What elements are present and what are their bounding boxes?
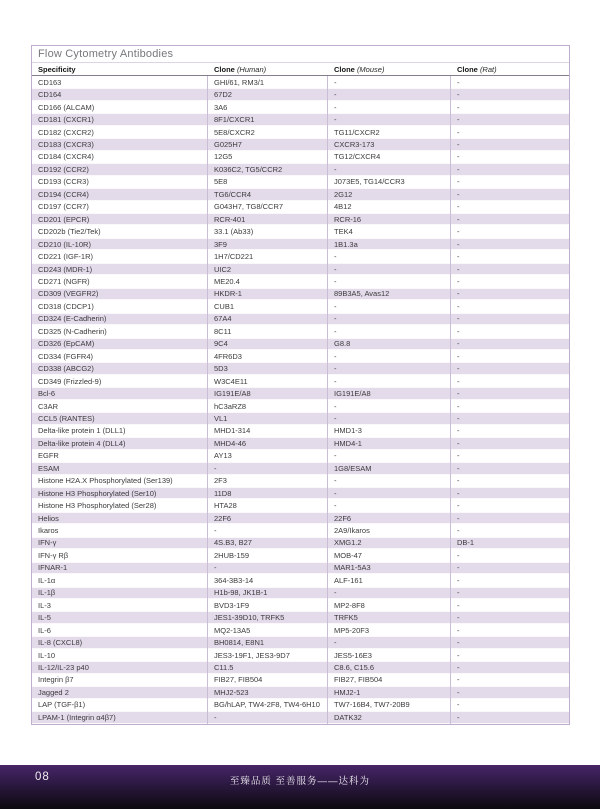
clone-rat-cell: - <box>457 376 460 386</box>
table-row <box>32 387 569 399</box>
spec-cell: IL-5 <box>32 611 208 623</box>
clone-rat-cell: - <box>457 588 460 598</box>
clone-mouse-cell: MP2-8F8 <box>328 599 451 611</box>
spec-cell: CD324 (E-Cadherin) <box>32 313 208 325</box>
spec-cell: Histone H3 Phosphorylated (Ser28) <box>32 499 208 511</box>
table-row <box>32 587 569 599</box>
clone-rat-cell: - <box>457 575 460 585</box>
clone-human-cell: RCR-401 <box>208 213 328 225</box>
clone-human-cell: 3F9 <box>208 238 328 250</box>
spec-cell: CD221 (IGF-1R) <box>32 250 208 262</box>
clone-mouse-cell: - <box>328 113 451 125</box>
clone-rat-cell: - <box>457 389 460 399</box>
spec-cell: CD192 (CCR2) <box>32 163 208 175</box>
clone-rat-cell: - <box>457 413 460 423</box>
clone-rat-cell: - <box>457 152 460 162</box>
spec-cell: Delta-like protein 1 (DLL1) <box>32 425 208 437</box>
clone-human-cell: HKDR-1 <box>208 288 328 300</box>
clone-rat-cell: DB-1 <box>457 538 475 548</box>
spec-cell: EGFR <box>32 450 208 462</box>
clone-human-cell: GHI/61, RM3/1 <box>208 76 328 88</box>
clone-rat-cell: - <box>457 90 460 100</box>
clone-human-cell: BH0814, E8N1 <box>208 636 328 648</box>
spec-cell: Histone H3 Phosphorylated (Ser10) <box>32 487 208 499</box>
clone-mouse-cell: - <box>328 275 451 287</box>
clone-human-cell: 2F3 <box>208 475 328 487</box>
clone-mouse-cell: - <box>328 375 451 387</box>
clone-mouse-cell: - <box>328 587 451 599</box>
clone-mouse-cell: TW7-16B4, TW7-20B9 <box>328 699 451 711</box>
clone-rat-cell: - <box>457 700 460 710</box>
spec-cell: CD184 (CXCR4) <box>32 151 208 163</box>
clone-mouse-cell: HMD1-3 <box>328 425 451 437</box>
clone-rat-cell: - <box>457 675 460 685</box>
spec-cell: IFN-γ <box>32 537 208 549</box>
table-row <box>32 151 569 163</box>
table-row <box>32 263 569 275</box>
clone-mouse-cell: - <box>328 499 451 511</box>
clone-human-cell: 4S.B3, B27 <box>208 537 328 549</box>
clone-rat-cell: - <box>457 276 460 286</box>
spec-cell: CD318 (CDCP1) <box>32 300 208 312</box>
clone-human-cell: HTA28 <box>208 499 328 511</box>
spec-cell: CD181 (CXCR1) <box>32 113 208 125</box>
clone-human-cell: - <box>208 462 328 474</box>
clone-human-cell: 33.1 (Ab33) <box>208 225 328 237</box>
table-row <box>32 524 569 536</box>
clone-mouse-cell: XMG1.2 <box>328 537 451 549</box>
clone-rat-cell: - <box>457 177 460 187</box>
clone-mouse-cell: - <box>328 362 451 374</box>
clone-human-cell: 67D2 <box>208 88 328 100</box>
table-header-row <box>32 63 569 76</box>
table-row <box>32 711 569 723</box>
clone-human-cell: 67A4 <box>208 313 328 325</box>
clone-human-cell: BVD3-1F9 <box>208 599 328 611</box>
table-row <box>32 574 569 586</box>
table-row <box>32 624 569 636</box>
clone-human-cell: MQ2-13A5 <box>208 624 328 636</box>
clone-human-cell: - <box>208 524 328 536</box>
table-title: Flow Cytometry Antibodies <box>32 46 569 63</box>
clone-mouse-cell: - <box>328 636 451 648</box>
clone-mouse-cell: - <box>328 487 451 499</box>
spec-cell: CD325 (N-Cadherin) <box>32 325 208 337</box>
clone-mouse-cell: - <box>328 350 451 362</box>
table-row <box>32 699 569 711</box>
clone-human-cell: 8F1/CXCR1 <box>208 113 328 125</box>
clone-human-cell: 8C11 <box>208 325 328 337</box>
spec-cell: IL-1α <box>32 574 208 586</box>
column-header-clone-human: Clone (Human) <box>214 64 267 74</box>
clone-rat-cell: - <box>457 339 460 349</box>
clone-mouse-cell: - <box>328 400 451 412</box>
table-row <box>32 138 569 150</box>
spec-cell: IL-6 <box>32 624 208 636</box>
clone-human-cell: UIC2 <box>208 263 328 275</box>
clone-rat-cell: - <box>457 189 460 199</box>
clone-rat-cell: - <box>457 202 460 212</box>
clone-rat-cell: - <box>457 526 460 536</box>
spec-cell: CCL5 (RANTES) <box>32 412 208 424</box>
table-row <box>32 362 569 374</box>
clone-mouse-cell: - <box>328 300 451 312</box>
clone-rat-cell: - <box>457 438 460 448</box>
clone-mouse-cell: - <box>328 325 451 337</box>
clone-rat-cell: - <box>457 476 460 486</box>
page-footer <box>0 765 600 809</box>
column-header-specificity: Specificity <box>38 64 76 74</box>
clone-human-cell: C11.5 <box>208 661 328 673</box>
clone-mouse-cell: JES5-16E3 <box>328 649 451 661</box>
clone-mouse-cell: - <box>328 88 451 100</box>
table-row <box>32 425 569 437</box>
clone-rat-cell: - <box>457 401 460 411</box>
clone-rat-cell: - <box>457 687 460 697</box>
clone-mouse-cell: 1B1.3a <box>328 238 451 250</box>
clone-rat-cell: - <box>457 301 460 311</box>
clone-mouse-cell: - <box>328 475 451 487</box>
clone-rat-cell: - <box>457 501 460 511</box>
spec-cell: Bcl-6 <box>32 387 208 399</box>
clone-rat-cell: - <box>457 252 460 262</box>
table-row <box>32 238 569 250</box>
table-row <box>32 599 569 611</box>
clone-mouse-cell: - <box>328 250 451 262</box>
clone-mouse-cell: TG12/CXCR4 <box>328 151 451 163</box>
clone-mouse-cell: MOB-47 <box>328 549 451 561</box>
clone-human-cell: VL1 <box>208 412 328 424</box>
spec-cell: Delta-like protein 4 (DLL4) <box>32 437 208 449</box>
clone-rat-cell: - <box>457 239 460 249</box>
spec-cell: IL-3 <box>32 599 208 611</box>
table-row <box>32 562 569 574</box>
spec-cell: CD271 (NGFR) <box>32 275 208 287</box>
clone-human-cell: MHJ2-523 <box>208 686 328 698</box>
spec-cell: CD163 <box>32 76 208 88</box>
table-row <box>32 661 569 673</box>
clone-human-cell: IG191E/A8 <box>208 387 328 399</box>
clone-human-cell: hC3aRZ8 <box>208 400 328 412</box>
spec-cell: CD182 (CXCR2) <box>32 126 208 138</box>
table-row <box>32 537 569 549</box>
clone-rat-cell: - <box>457 127 460 137</box>
clone-human-cell: MHD4-46 <box>208 437 328 449</box>
table-row <box>32 313 569 325</box>
table-row <box>32 475 569 487</box>
table-row <box>32 549 569 561</box>
clone-human-cell: MHD1-314 <box>208 425 328 437</box>
clone-human-cell: JES3-19F1, JES3-9D7 <box>208 649 328 661</box>
table-row <box>32 499 569 511</box>
clone-rat-cell: - <box>457 513 460 523</box>
table-row <box>32 188 569 200</box>
spec-cell: CD309 (VEGFR2) <box>32 288 208 300</box>
clone-mouse-cell: FIB27, FIB504 <box>328 674 451 686</box>
clone-human-cell: TG6/CCR4 <box>208 188 328 200</box>
clone-rat-cell: - <box>457 314 460 324</box>
spec-cell: CD201 (EPCR) <box>32 213 208 225</box>
spec-cell: CD338 (ABCG2) <box>32 362 208 374</box>
clone-rat-cell: - <box>457 264 460 274</box>
clone-mouse-cell: IG191E/A8 <box>328 387 451 399</box>
clone-rat-cell: - <box>457 613 460 623</box>
table-row <box>32 450 569 462</box>
clone-mouse-cell: CXCR3-173 <box>328 138 451 150</box>
table-row <box>32 686 569 698</box>
clone-mouse-cell: ALF-161 <box>328 574 451 586</box>
clone-rat-cell: - <box>457 550 460 560</box>
table-row <box>32 288 569 300</box>
spec-cell: CD243 (MDR-1) <box>32 263 208 275</box>
clone-mouse-cell: - <box>328 263 451 275</box>
clone-human-cell: 2HUB-159 <box>208 549 328 561</box>
page-number: 08 <box>35 771 50 783</box>
clone-mouse-cell: TRFK5 <box>328 611 451 623</box>
spec-cell: CD202b (Tie2/Tek) <box>32 225 208 237</box>
table-row <box>32 113 569 125</box>
table-row <box>32 412 569 424</box>
table-row <box>32 636 569 648</box>
clone-human-cell: - <box>208 562 328 574</box>
clone-mouse-cell: 2G12 <box>328 188 451 200</box>
spec-cell: IFNAR-1 <box>32 562 208 574</box>
table-row <box>32 350 569 362</box>
clone-human-cell: 5D3 <box>208 362 328 374</box>
clone-mouse-cell: HMJ2-1 <box>328 686 451 698</box>
spec-cell: CD193 (CCR3) <box>32 176 208 188</box>
clone-mouse-cell: - <box>328 450 451 462</box>
clone-rat-cell: - <box>457 600 460 610</box>
clone-rat-cell: - <box>457 488 460 498</box>
flow-cytometry-table <box>31 45 570 725</box>
spec-cell: ESAM <box>32 462 208 474</box>
clone-rat-cell: - <box>457 115 460 125</box>
clone-human-cell: 9C4 <box>208 338 328 350</box>
clone-mouse-cell: J073E5, TG14/CCR3 <box>328 176 451 188</box>
clone-human-cell: G043H7, TG8/CCR7 <box>208 201 328 213</box>
clone-human-cell: 5E8/CXCR2 <box>208 126 328 138</box>
clone-human-cell: AY13 <box>208 450 328 462</box>
spec-cell: LPAM-1 (Integrin α4β7) <box>32 711 208 723</box>
table-row <box>32 88 569 100</box>
spec-cell: CD326 (EpCAM) <box>32 338 208 350</box>
clone-mouse-cell: DATK32 <box>328 711 451 723</box>
table-row <box>32 300 569 312</box>
clone-mouse-cell: MP5-20F3 <box>328 624 451 636</box>
spec-cell: Histone H2A.X Phosphorylated (Ser139) <box>32 475 208 487</box>
clone-human-cell: CUB1 <box>208 300 328 312</box>
clone-rat-cell: - <box>457 326 460 336</box>
spec-cell: CD334 (FGFR4) <box>32 350 208 362</box>
clone-rat-cell: - <box>457 663 460 673</box>
spec-cell: CD197 (CCR7) <box>32 201 208 213</box>
clone-mouse-cell: TEK4 <box>328 225 451 237</box>
clone-mouse-cell: - <box>328 163 451 175</box>
table-row <box>32 126 569 138</box>
clone-human-cell: 5E8 <box>208 176 328 188</box>
footer-slogan: 至臻品质 至善服务——达科为 <box>229 776 371 787</box>
clone-human-cell: K036C2, TG5/CCR2 <box>208 163 328 175</box>
spec-cell: IL-12/IL-23 p40 <box>32 661 208 673</box>
spec-cell: IL-1β <box>32 587 208 599</box>
clone-rat-cell: - <box>457 463 460 473</box>
table-row <box>32 375 569 387</box>
clone-rat-cell: - <box>457 289 460 299</box>
spec-cell: LAP (TGF-β1) <box>32 699 208 711</box>
spec-cell: CD183 (CXCR3) <box>32 138 208 150</box>
table-body <box>32 76 569 724</box>
clone-human-cell: JES1-39D10, TRFK5 <box>208 611 328 623</box>
clone-rat-cell: - <box>457 563 460 573</box>
clone-mouse-cell: RCR-16 <box>328 213 451 225</box>
spec-cell: C3AR <box>32 400 208 412</box>
clone-rat-cell: - <box>457 451 460 461</box>
clone-rat-cell: - <box>457 139 460 149</box>
clone-human-cell: W3C4E11 <box>208 375 328 387</box>
table-row <box>32 176 569 188</box>
clone-human-cell: 11D8 <box>208 487 328 499</box>
clone-rat-cell: - <box>457 164 460 174</box>
spec-cell: CD210 (IL-10R) <box>32 238 208 250</box>
clone-human-cell: 3A6 <box>208 101 328 113</box>
clone-human-cell: 4FR6D3 <box>208 350 328 362</box>
table-row <box>32 201 569 213</box>
clone-rat-cell: - <box>457 364 460 374</box>
table-row <box>32 225 569 237</box>
table-row <box>32 213 569 225</box>
clone-mouse-cell: 1G8/ESAM <box>328 462 451 474</box>
spec-cell: CD164 <box>32 88 208 100</box>
clone-mouse-cell: TG11/CXCR2 <box>328 126 451 138</box>
clone-human-cell: BG/hLAP, TW4-2F8, TW4-6H10 <box>208 699 328 711</box>
table-row <box>32 275 569 287</box>
table-row <box>32 462 569 474</box>
table-row <box>32 325 569 337</box>
clone-rat-cell: - <box>457 102 460 112</box>
clone-human-cell: 22F6 <box>208 512 328 524</box>
spec-cell: IFN-γ Rβ <box>32 549 208 561</box>
clone-human-cell: 1H7/CD221 <box>208 250 328 262</box>
spec-cell: CD166 (ALCAM) <box>32 101 208 113</box>
table-row <box>32 250 569 262</box>
table-row <box>32 76 569 88</box>
clone-human-cell: 12G5 <box>208 151 328 163</box>
clone-mouse-cell: 4B12 <box>328 201 451 213</box>
clone-mouse-cell: MAR1-5A3 <box>328 562 451 574</box>
clone-mouse-cell: - <box>328 101 451 113</box>
clone-human-cell: ME20.4 <box>208 275 328 287</box>
clone-mouse-cell: C8.6, C15.6 <box>328 661 451 673</box>
table-row <box>32 487 569 499</box>
column-header-clone-rat: Clone (Rat) <box>457 64 497 74</box>
spec-cell: CD194 (CCR4) <box>32 188 208 200</box>
clone-human-cell: 364-3B3-14 <box>208 574 328 586</box>
clone-rat-cell: - <box>457 650 460 660</box>
spec-cell: CD349 (Frizzled-9) <box>32 375 208 387</box>
table-row <box>32 400 569 412</box>
table-row <box>32 512 569 524</box>
table-row <box>32 649 569 661</box>
clone-human-cell: G025H7 <box>208 138 328 150</box>
clone-mouse-cell: - <box>328 313 451 325</box>
table-row <box>32 101 569 113</box>
table-row <box>32 163 569 175</box>
spec-cell: Helios <box>32 512 208 524</box>
clone-rat-cell: - <box>457 638 460 648</box>
spec-cell: Jagged 2 <box>32 686 208 698</box>
clone-rat-cell: - <box>457 214 460 224</box>
clone-human-cell: FIB27, FIB504 <box>208 674 328 686</box>
table-row <box>32 437 569 449</box>
spec-cell: IL-8 (CXCL8) <box>32 636 208 648</box>
clone-rat-cell: - <box>457 426 460 436</box>
clone-rat-cell: - <box>457 77 460 87</box>
clone-rat-cell: - <box>457 625 460 635</box>
clone-mouse-cell: - <box>328 412 451 424</box>
table-row <box>32 611 569 623</box>
clone-mouse-cell: 2A9/Ikaros <box>328 524 451 536</box>
clone-human-cell: H1b-98, JK1B-1 <box>208 587 328 599</box>
clone-mouse-cell: 89B3A5, Avas12 <box>328 288 451 300</box>
table-row <box>32 338 569 350</box>
clone-mouse-cell: 22F6 <box>328 512 451 524</box>
spec-cell: Ikaros <box>32 524 208 536</box>
clone-rat-cell: - <box>457 227 460 237</box>
clone-mouse-cell: HMD4-1 <box>328 437 451 449</box>
spec-cell: IL-10 <box>32 649 208 661</box>
column-header-clone-mouse: Clone (Mouse) <box>334 64 385 74</box>
spec-cell: Integrin β7 <box>32 674 208 686</box>
clone-rat-cell: - <box>457 351 460 361</box>
clone-rat-cell: - <box>457 712 460 722</box>
table-row <box>32 674 569 686</box>
clone-mouse-cell: G8.8 <box>328 338 451 350</box>
clone-mouse-cell: - <box>328 76 451 88</box>
clone-human-cell: - <box>208 711 328 723</box>
